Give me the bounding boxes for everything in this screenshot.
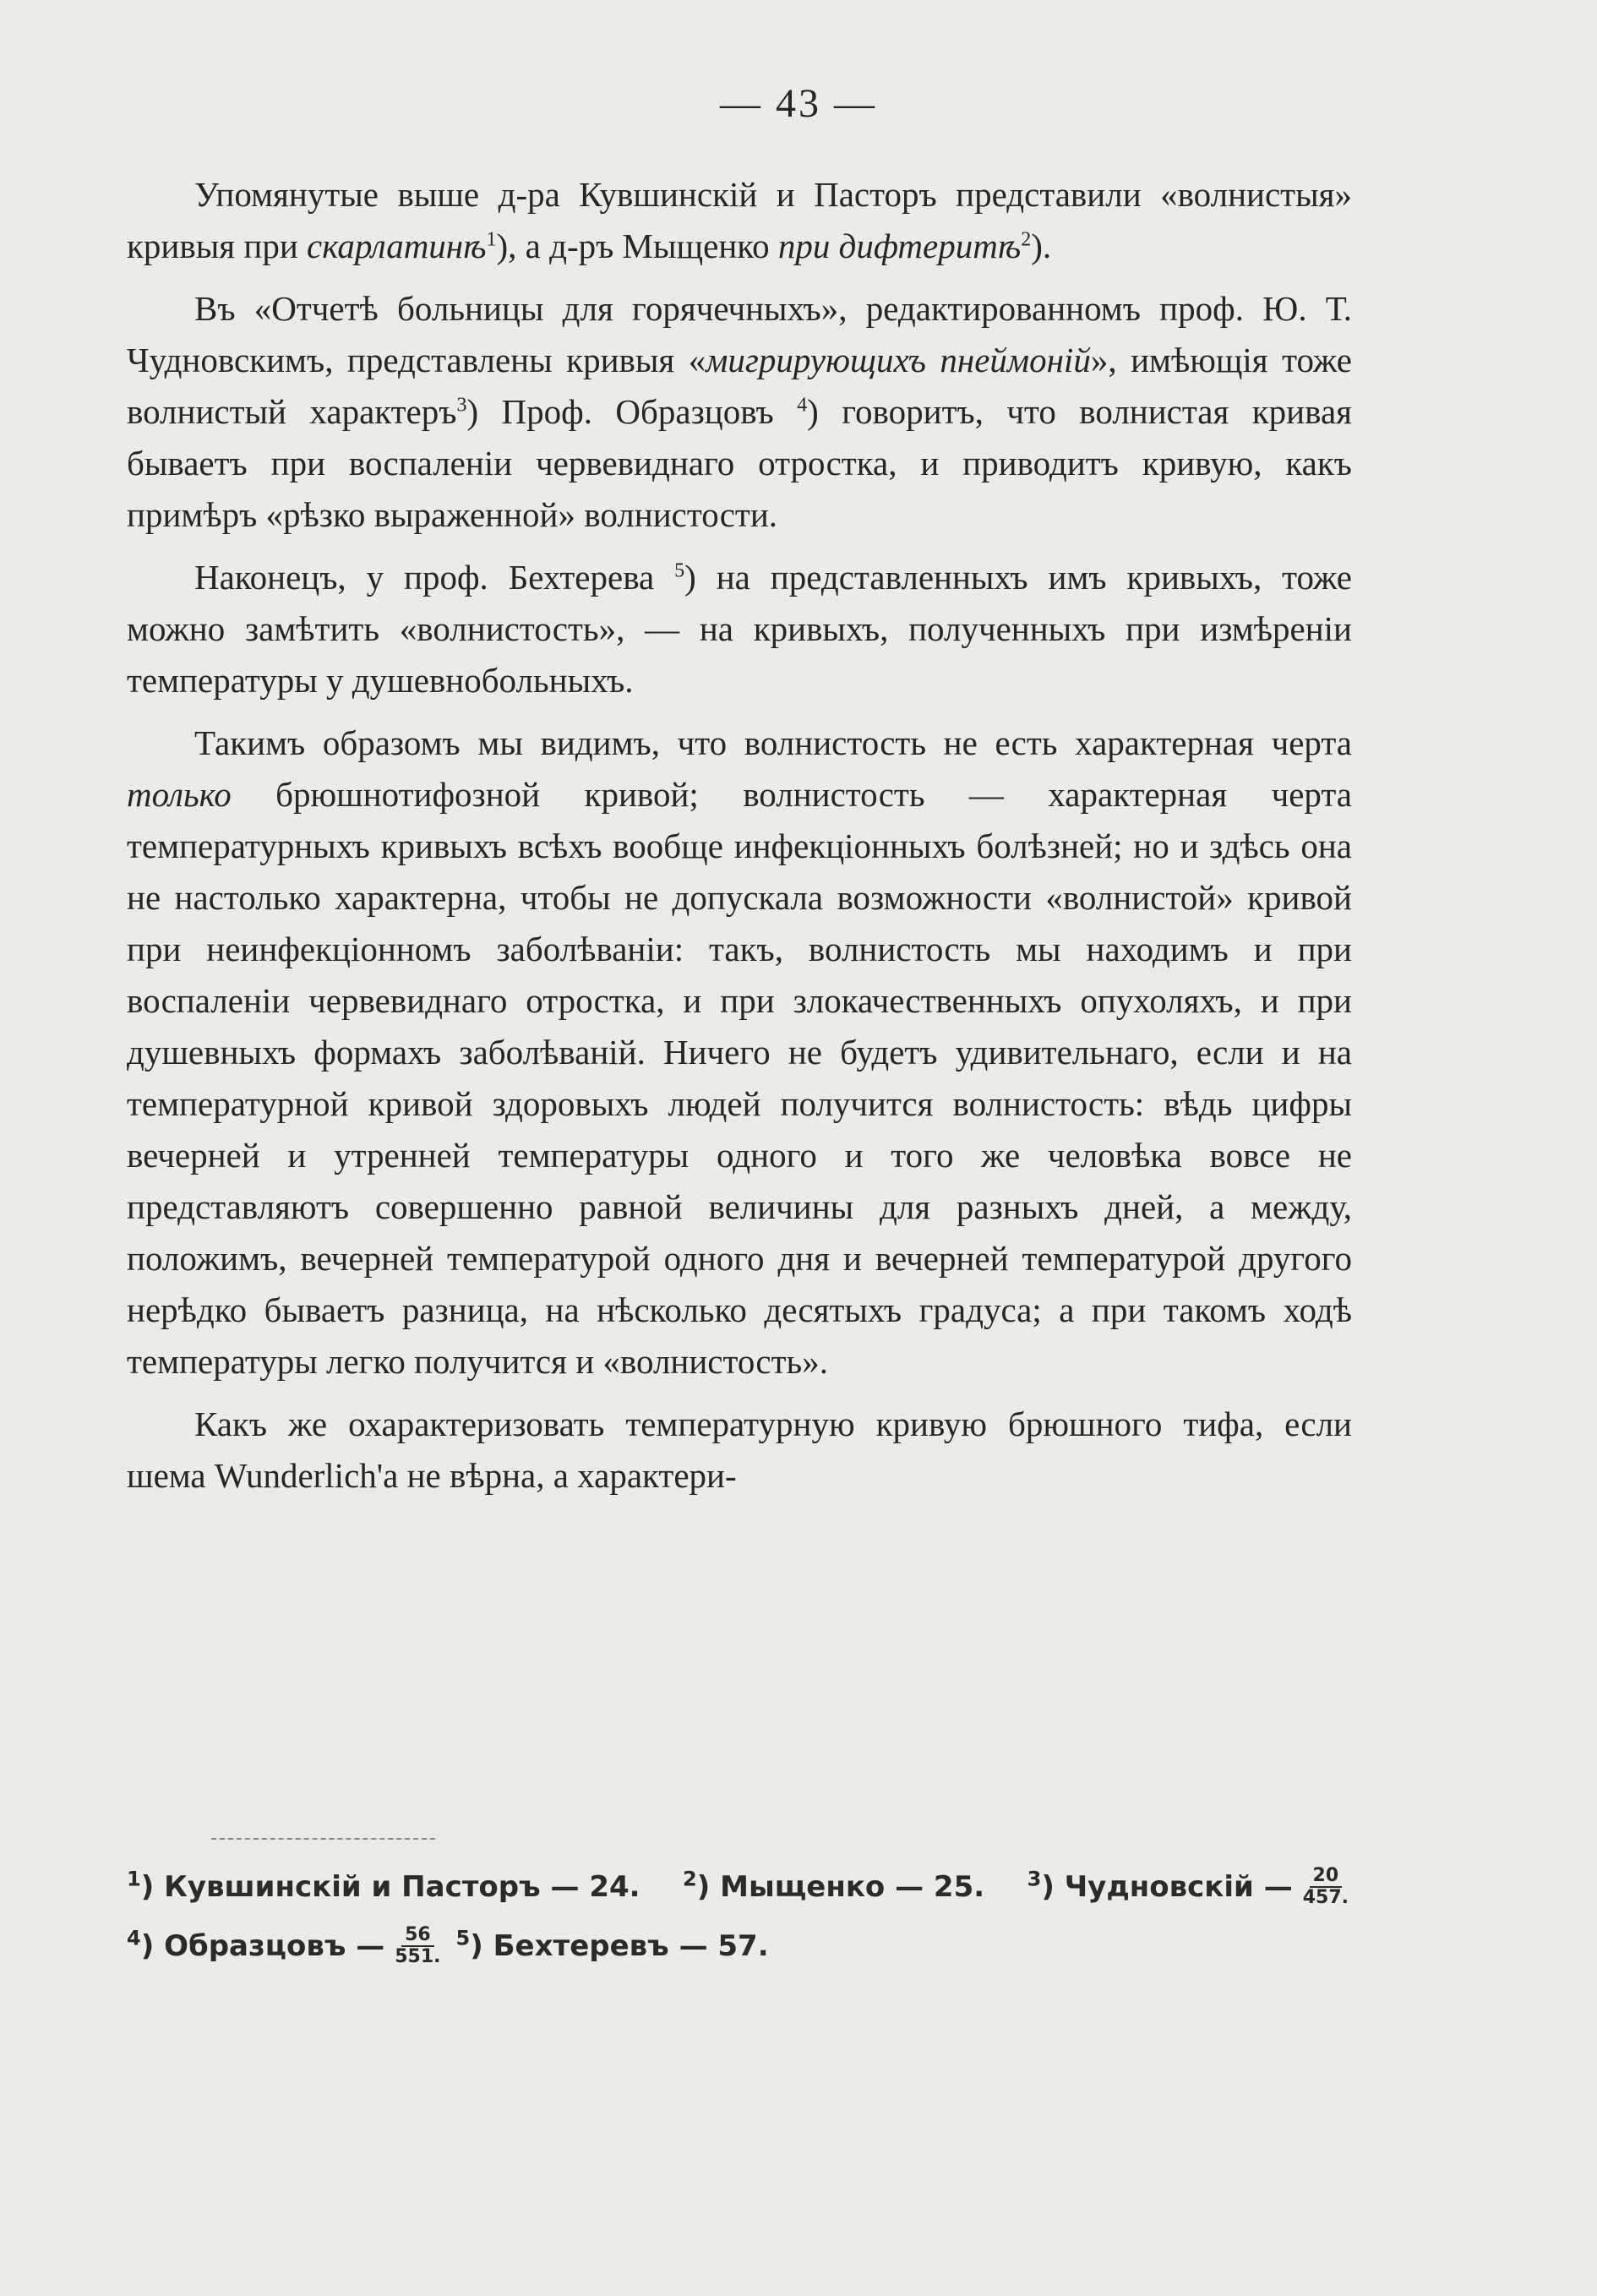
footnotes: [127, 1857, 1352, 1976]
text-run: Въ «Отчетѣ больницы для горячечныхъ», редактированномъ проф. Ю. Т. Чудновскимъ, представлены кривыя «: [127, 289, 1352, 379]
footnote-divider: [211, 1838, 435, 1840]
footnote-text: ) Бехтеревъ — 57.: [470, 1929, 769, 1963]
footnote-ref: 1: [486, 228, 497, 251]
footnote-4: [127, 1917, 444, 1976]
footnote-mark: 3: [1027, 1867, 1042, 1891]
footnote-mark: 2: [683, 1867, 697, 1891]
footnote-line-2: [127, 1917, 1352, 1976]
footnote-1: [127, 1857, 640, 1917]
text-run: Какъ же охарактеризовать температурную кривую брюшного тифа, если шема Wunderlich'a не вѣрна, а характери-: [127, 1404, 1352, 1495]
text-run: Упомянутые выше д-ра Кувшинскій и Пасторъ представили «волнистыя» кривыя при: [127, 175, 1352, 265]
footnote-2: [683, 1857, 984, 1917]
footnote-text: ) Образцовъ —: [140, 1929, 385, 1963]
footnote-3: [1027, 1857, 1352, 1917]
footnote-line-1: [127, 1857, 1352, 1917]
italic-text: при дифтеритѣ: [777, 226, 1022, 265]
footnote-ref: 3: [456, 394, 467, 417]
footnote-fraction: [1300, 1866, 1352, 1908]
body-text: [127, 169, 1352, 1513]
footnote-mark: 4: [127, 1926, 141, 1950]
footnote-fraction: [391, 1925, 444, 1967]
footnote-text: ) Кувшинскій и Пасторъ — 24.: [140, 1870, 640, 1904]
fraction-numerator: 56: [401, 1925, 434, 1947]
text-run: ) на представленныхъ имъ кривыхъ, тоже можно замѣтить «волнистость», — на кривыхъ, полученныхъ при измѣреніи температуры у душевнобольныхъ.: [127, 558, 1352, 700]
italic-text: мигрирующихъ пнеймоній: [706, 341, 1091, 379]
footnote-ref: 2: [1021, 228, 1032, 251]
text-run: ) говоритъ, что волнистая кривая бываетъ при воспаленіи червевиднаго отростка, и приводитъ кривую, какъ примѣръ «рѣзко выраженной» волнистости.: [127, 392, 1352, 534]
paragraph: [127, 169, 1352, 272]
text-run: ).: [1031, 226, 1052, 265]
paragraph: [127, 552, 1352, 706]
text-run: Такимъ образомъ мы видимъ, что волнистость не есть характерная черта: [194, 723, 1352, 762]
fraction-numerator: 20: [1310, 1866, 1343, 1888]
fraction-denominator: 551.: [395, 1946, 441, 1967]
text-run: брюшнотифозной кривой; волнистость — характерная черта температурныхъ кривыхъ всѣхъ вообще инфекціонныхъ болѣзней; но и здѣсь она не настолько характерна, чтобы не допускала возможности «волнистой» кривой при неинфекціонномъ заболѣваніи: такъ, волнистость мы находимъ и при воспаленіи червевиднаго отростка, и при злокачественныхъ опухоляхъ, и при душевныхъ формахъ заболѣваній. Ничего не будетъ удивительнаго, если и на температурной кривой здоровыхъ людей получится волнистость: вѣдь цифры вечерней и утренней температуры одного и того же человѣка вовсе не представляютъ совершенно равной величины для разныхъ дней, а между, положимъ, вечерней температурой одного дня и вечерней температурой другого нерѣдко бываетъ разница, на нѣсколько десятыхъ градуса; а при такомъ ходѣ температуры легко получится и «волнистость».: [127, 775, 1352, 1381]
fraction-denominator: 457.: [1302, 1887, 1349, 1908]
paragraph: [127, 717, 1352, 1388]
footnote-5: [456, 1917, 769, 1976]
footnote-ref: 5: [674, 559, 685, 582]
italic-text: скарлатинѣ: [307, 226, 487, 265]
paragraph: [127, 283, 1352, 541]
footnote-mark: 1: [127, 1867, 141, 1891]
page-number: — 43 —: [720, 81, 877, 126]
paragraph: [127, 1399, 1352, 1502]
footnote-text: ) Чудновскій —: [1041, 1870, 1293, 1904]
text-run: ), а д-ръ Мыщенко: [496, 226, 778, 265]
text-run: ) Проф. Образцовъ: [466, 392, 798, 431]
text-run: », имѣющія тоже волнистый характеръ: [127, 341, 1352, 431]
italic-text: только: [127, 775, 232, 814]
footnote-text: ) Мыщенко — 25.: [696, 1870, 985, 1904]
footnote-mark: 5: [455, 1926, 471, 1950]
footnote-ref: 4: [797, 394, 808, 417]
text-run: Наконецъ, у проф. Бехтерева: [194, 558, 675, 597]
